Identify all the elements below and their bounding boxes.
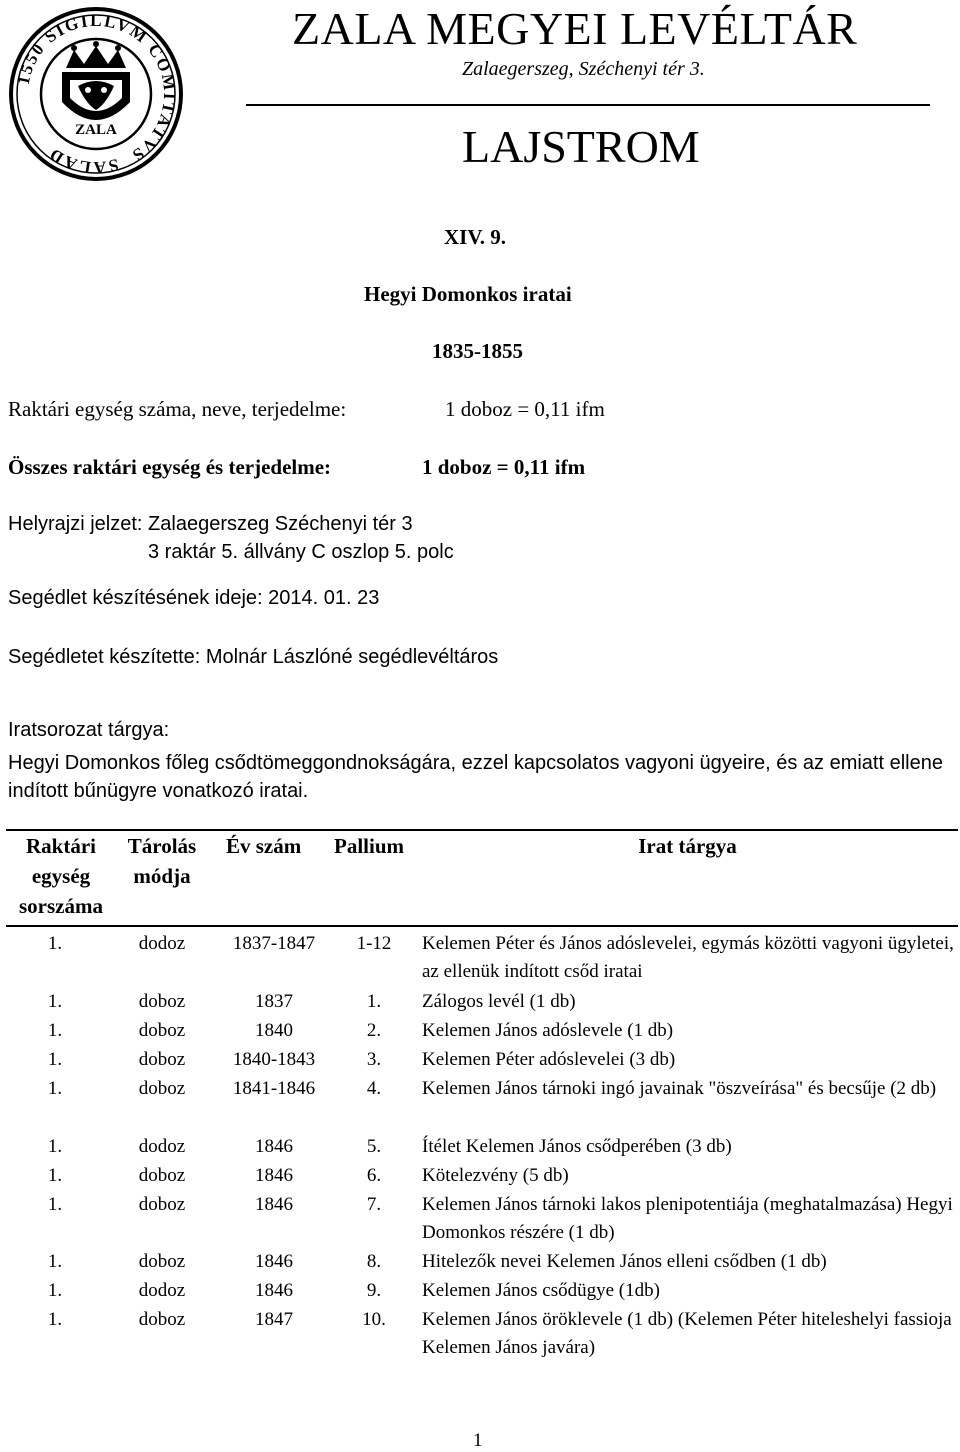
table-header-rule <box>6 925 958 927</box>
archive-address: Zalaegerszeg, Széchenyi tér 3. <box>462 58 705 80</box>
page-number: 1 <box>473 1430 483 1451</box>
row-pallium: 3. <box>366 1049 382 1071</box>
unit-value: 1 doboz = 0,11 ifm <box>445 397 605 421</box>
row-storage: dodoz <box>138 933 186 954</box>
row-subject: Kelemen János öröklevele (1 db) (Kelemen Péter hiteleshelyi fassioja Kelemen János javára) <box>422 1309 952 1359</box>
row-storage: doboz <box>138 1251 186 1273</box>
location-line-1: Helyrajzi jelzet: Zalaegerszeg Széchenyi tér 3 <box>8 513 413 535</box>
row-storage: doboz <box>138 1078 186 1100</box>
subject-label: Iratsorozat tárgya: <box>8 719 170 741</box>
row-pallium: 1-12 <box>356 933 392 954</box>
county-seal <box>8 6 184 182</box>
row-unit: 1. <box>47 1280 63 1302</box>
total-value: 1 doboz = 0,11 ifm <box>422 455 586 479</box>
row-storage: dodoz <box>138 1280 186 1302</box>
row-pallium: 1. <box>366 991 382 1013</box>
row-subject: Kelemen János tárnoki ingó javainak "öszveírása" és becsűje (2 db) <box>422 1078 937 1100</box>
row-storage: doboz <box>138 1049 186 1071</box>
fond-code: XIV. 9. <box>444 225 507 249</box>
row-storage: doboz <box>138 1193 186 1215</box>
th-unit: Raktári egység sorszáma <box>19 834 103 918</box>
row-pallium: 5. <box>366 1135 382 1157</box>
location-line-2: 3 raktár 5. állvány C oszlop 5. polc <box>148 541 454 563</box>
row-unit: 1. <box>47 1251 63 1273</box>
svg-text:1550 SIGILLVM COMITATVS: 1550 SIGILLVM COMITATVS <box>13 10 180 166</box>
row-pallium: 7. <box>366 1193 382 1215</box>
author-line: Segédletet készítette: Molnár Lászlóné segédlevéltáros <box>8 646 499 668</box>
th-storage: Tárolás módja <box>127 834 197 888</box>
row-subject: Kelemen János csődügye (1db) <box>422 1280 660 1302</box>
row-year: 1846 <box>255 1193 293 1215</box>
row-pallium: 8. <box>366 1251 382 1273</box>
row-year: 1846 <box>255 1164 293 1186</box>
fond-years: 1835-1855 <box>432 339 523 363</box>
row-subject: Zálogos levél (1 db) <box>422 991 576 1013</box>
row-subject: Kelemen Péter és János adóslevelei, egymás közötti vagyoni ügyletei, az ellenük indított csőd iratai <box>422 933 954 982</box>
row-year: 1846 <box>255 1251 293 1273</box>
date-line: Segédlet készítésének ideje: 2014. 01. 23 <box>8 587 380 609</box>
row-year: 1837 <box>255 991 293 1013</box>
row-unit: 1. <box>47 1020 63 1042</box>
row-unit: 1. <box>47 1309 63 1331</box>
row-unit: 1. <box>47 1135 63 1157</box>
row-storage: doboz <box>138 1309 186 1331</box>
row-subject: Ítélet Kelemen János csődperében (3 db) <box>422 1135 732 1157</box>
total-label: Összes raktári egység és terjedelme: <box>8 455 332 479</box>
row-unit: 1. <box>47 1049 63 1071</box>
row-unit: 1. <box>47 991 63 1013</box>
subject-text: Hegyi Domonkos főleg csődtömeggondnokságára, ezzel kapcsolatos vagyoni ügyeire, és az emiatt ellene indított bűnügyre vonatkozó iratai. <box>8 752 943 802</box>
row-unit: 1. <box>47 1078 63 1100</box>
row-unit: 1. <box>47 1193 63 1215</box>
row-unit: 1. <box>47 933 63 954</box>
row-pallium: 10. <box>362 1309 386 1331</box>
row-subject: Kelemen János tárnoki lakos plenipotentiája (meghatalmazása) Hegyi Domonkos részére (1 db) <box>422 1193 953 1243</box>
header-rule <box>246 104 930 106</box>
row-storage: doboz <box>138 1164 186 1186</box>
row-year: 1846 <box>255 1280 293 1302</box>
th-subject: Irat tárgya <box>638 834 737 858</box>
row-year: 1847 <box>255 1309 293 1331</box>
row-year: 1837-1847 <box>232 933 316 954</box>
fond-name: Hegyi Domonkos iratai <box>364 282 572 306</box>
row-storage: dodoz <box>138 1135 186 1157</box>
row-year: 1840-1843 <box>232 1049 316 1071</box>
row-year: 1841-1846 <box>232 1078 316 1100</box>
th-year: Év szám <box>226 834 302 858</box>
row-subject: Kelemen János adóslevele (1 db) <box>422 1020 674 1042</box>
row-pallium: 6. <box>366 1164 382 1186</box>
svg-text:SALAD: SALAD <box>44 143 121 178</box>
row-subject: Hitelezők nevei Kelemen János elleni csődben (1 db) <box>422 1251 827 1273</box>
row-storage: doboz <box>138 991 186 1013</box>
svg-text:ZALA: ZALA <box>75 122 117 138</box>
row-unit: 1. <box>47 1164 63 1186</box>
th-pallium: Pallium <box>334 834 405 858</box>
seal-icon <box>8 6 184 182</box>
row-storage: doboz <box>138 1020 186 1042</box>
unit-label: Raktári egység száma, neve, terjedelme: <box>8 397 347 421</box>
row-pallium: 9. <box>366 1280 382 1302</box>
row-pallium: 2. <box>366 1020 382 1042</box>
document-type: LAJSTROM <box>462 121 700 172</box>
archive-title: ZALA MEGYEI LEVÉLTÁR <box>292 3 858 54</box>
row-year: 1840 <box>255 1020 293 1042</box>
row-pallium: 4. <box>366 1078 382 1100</box>
row-year: 1846 <box>255 1135 293 1157</box>
row-subject: Kelemen Péter adóslevelei (3 db) <box>422 1049 676 1071</box>
row-subject: Kötelezvény (5 db) <box>422 1164 569 1186</box>
